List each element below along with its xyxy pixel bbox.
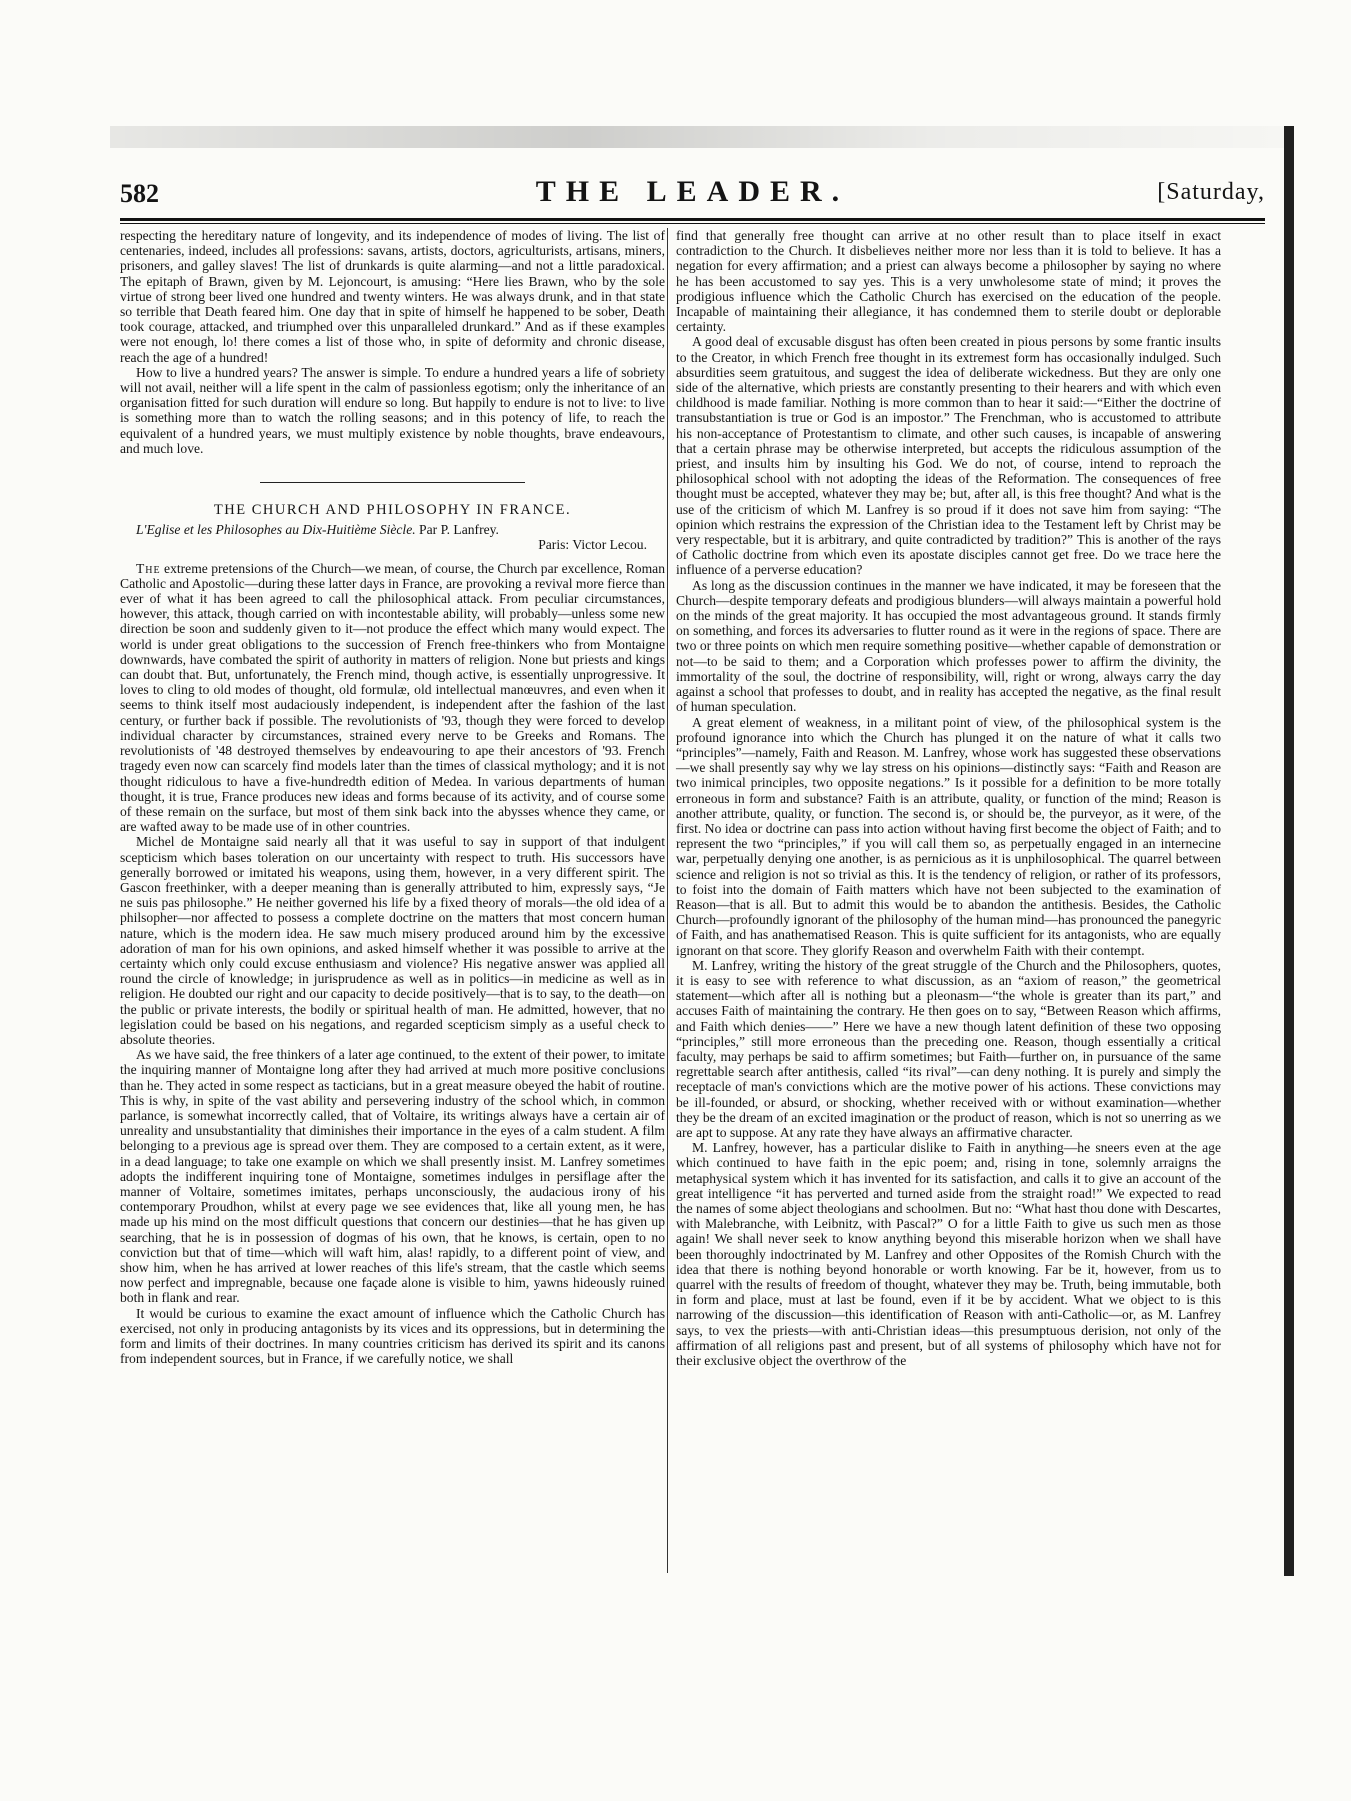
scan-smudge bbox=[110, 126, 1290, 148]
page-header bbox=[120, 173, 1265, 213]
article-byline bbox=[120, 522, 665, 537]
binding-strip bbox=[1284, 126, 1294, 1576]
article-paragraph: A great element of weakness, in a militant point of view, of the philosophical system is the profound ignorance into which the Church has plunged it on the nature of what it calls two “principles”—namely, Faith and Reason. M. Lanfrey, whose work has suggested these observations—we shall presently say why we lay stress on his opinions—distinctly says: “Faith and Reason are two inimical principles, two opposite negations.” Is it possible for a definition to be more totally erroneous in form and substance? Faith is an attribute, quality, or function of the mind; Reason is another attribute, quality, or function. The second is, or should be, the purveyor, as it were, of the first. No idea or doctrine can pass into action without having first become the object of Faith; and to represent the two “principles,” if you will call them so, as perpetually engaged in an internecine war, perpetually denying one another, is as pernicious as it is unphilosophical. The quarrel between science and religion is not so trivial as this. It is the tendency of religion, or rather of its professors, to foist into the domain of Faith matters which have not been subjected to the examination of Reason—that is all. But to admit this would be to abandon the antithesis. Besides, the Catholic Church—profoundly ignorant of the philosophy of the human mind—has pronounced the panegyric of Faith, and has anathematised Reason. This is quite sufficient for its antagonists, who are equally ignorant on that score. They glorify Reason and overwhelm Faith with their contempt. bbox=[676, 714, 1221, 958]
book-author: Par P. Lanfrey. bbox=[419, 522, 499, 538]
intro-paragraph: respecting the hereditary nature of longevity, and its independence of modes of living. The list of centenaries, indeed, includes all professions: savans, artists, doctors, agriculturists, artisans, miners, prisoners, and galley slaves! The list of drunkards is quite alarming—and not a little paradoxical. The epitaph of Brawn, given by M. Lejoncourt, is amusing: “Here lies Brawn, who by the sole virtue of strong beer lived one hundred and twenty winters. He was always drunk, and in that state so terrible that Death feared him. One day that in spite of himself he happened to be sober, Death took courage, attacked, and triumphed over this unparalleled drunkard.” And as if these examples were not enough, lo! there comes a list of those who, in spite of deformity and chronic disease, reach the age of a hundred! bbox=[120, 228, 665, 365]
article-paragraph: As we have said, the free thinkers of a later age continued, to the extent of their power, to imitate the inquiring manner of Montaigne long after they had arrived at much more positive conclusions than he. They acted in some respect as tacticians, but in a great measure obeyed the habit of routine. This is why, in spite of the vast ability and persevering industry of the school which, in common parlance, is somewhat incorrectly called, that of Voltaire, its writings always have a certain air of unreality and unsubstantiality that diminishes their importance in the eyes of a calm student. A film belonging to a previous age is spread over them. They are composed to a certain extent, as it were, in a dead language; to take one example on which we shall presently insist. M. Lanfrey sometimes adopts the indifferent inquiring tone of Montaigne, sometimes indulges in persiflage after the manner of Voltaire, sometimes imitates, perhaps unconsciously, the audacious irony of his contemporary Proudhon, whilst at every page we see evidences that, like all young men, he has made up his mind on the most difficult questions that concern our destinies—that he has given up searching, that he is in possession of dogmas of his own, that he knows, is certain, open to no conviction but that of time—which will waft him, alas! rapidly, to a different point of view, and show him, when he has arrived at lower reaches of this life's stream, that the castle which seems now perfect and impregnable, because one façade alone is visible to him, yawns hideously ruined both in flank and rear. bbox=[120, 1047, 665, 1306]
article-paragraph: As long as the discussion continues in the manner we have indicated, it may be foreseen that the Church—despite temporary defeats and prodigious blunders—will always maintain a powerful hold on the minds of the great majority. It has occupied the most advantageous ground. It stands firmly on something, and forces its adversaries to flutter round as it were in the regions of space. There are two or three points on which men require something positive—whether capable of demonstration or not—to be said to them; and a Corporation which professes power to affirm the divinity, the immortality of the soul, the doctrine of responsibility, will, right or wrong, always carry the day against a school that professes to doubt, and in reality has accepted the negative, as the final result of human speculation. bbox=[676, 577, 1221, 715]
article-paragraph: Michel de Montaigne said nearly all that it was useful to say in support of that indulgent scepticism which bases toleration on our uncertainty with respect to truth. His successors have generally borrowed or imitated his weapons, using them, however, in a very different spirit. The Gascon freethinker, with a deeper meaning than is generally attributed to him, expressly says, “Je ne suis pas philosophe.” He neither governed his life by a fixed theory of morals—the old idea of a philsopher—nor affected to possess a complete doctrine on the matters that most concern human nature, which is the modern idea. He saw much misery produced around him by the excessive adoration of man for his own opinions, and asked himself whether it was possible to arrive at the certainty which only could excuse enthusiasm and violence? His negative answer was applied all round the circle of knowledge; in jurisprudence as well as in politics—in medicine as well as in religion. He doubted our right and our capacity to decide positively—that is to say, to the death—on the public or private interests, the bodily or spiritual health of man. He admitted, however, that no legislation could be based on his negations, and regarded scepticism simply as a useful check to absolute theories. bbox=[120, 834, 665, 1047]
article-title: THE CHURCH AND PHILOSOPHY IN FRANCE. bbox=[213, 502, 572, 519]
column-divider bbox=[667, 228, 668, 1573]
book-publisher: Paris: Victor Lecou. bbox=[538, 537, 647, 553]
page-number: 582 bbox=[120, 179, 159, 208]
right-column bbox=[676, 228, 1221, 1368]
article-paragraph: A good deal of excusable disgust has often been created in pious persons by some frantic insults to the Creator, in which French free thought in its extremest form has occasionally indulged. Such absurdities seem gratuitous, and suggest the idea of deliberate wickedness. But they are only one side of the alternative, which priests are constantly presenting to their hearers and with which even childhood is made familiar. Nothing is more common than to hear it said:—“Either the doctrine of transubstantiation is true or God is an impostor.” The Frenchman, who is accustomed to attribute his non-acceptance of Protestantism to climate, and other such causes, is incapable of answering that a certain phrase may be otherwise interpreted, but accepts the ridiculous assumption of the priest, and insults him by insulting his God. We do not, of course, intend to reproach the philosophical school with not adopting the ideas of the Reformation. The consequences of free thought must be accepted, whatever they may be; but, after all, is this free thought? And what is the use of the criticism of which M. Lanfrey is so proud if it does not save him from saying: “The opinion which restrains the expression of the Christian idea to the Testament left by Christ may be very respectable, but it is arbitrary, and quite contradicted by tradition?” This is another of the rays of Catholic doctrine from which even its apostate disciples cannot get free. Do we trace here the influence of a perverse education? bbox=[676, 334, 1221, 578]
intro-paragraph: How to live a hundred years? The answer is simple. To endure a hundred years a life of sobriety will not avail, neither will a life spent in the calm of passionless egotism; only the inheritance of an organisation fitted for such duration will endure so long. But happily to endure is not to live: to live is something more than to watch the rolling seasons; and in this potency of life, to reach the equivalent of a hundred years, we must multiply existence by noble thoughts, brave endeavours, and much love. bbox=[120, 364, 665, 456]
lead-text: extreme pretensions of the Church—we mean, of course, the Church par excellence, Roman Catholic and Apostolic—during these latter days in France, are provoking a revival more fierce than ever of what it has been agreed to call the philosophical attack. From peculiar circumstances, however, this attack, though carried on with incontestable ability, will probably—unless some new direction be soon and suddenly given to it—not produce the effect which many would expect. The world is under great obligations to the succession of French free-thinkers who from Montaigne downwards, have combated the spirit of authority in matters of religion. None but priests and kings can doubt that. But, unfortunately, the French mind, though active, is essentially unprogressive. It loves to cling to old modes of thought, old formulæ, old intellectual manœuvres, and even when it seems to think itself most audaciously independent, is independent after the fashion of the last century, or further back if possible. The revolutionists of '93, though they were forced to develop individual character by circumstances, strained every nerve to be Greeks and Romans. The revolutionists of '48 destroyed themselves by endeavouring to ape their ancestors of '93. French tragedy even now can scarcely find models later than the times of classical mythology; and it is not thought ridiculous to have a five-hundredth edition of Medea. In various departments of human thought, it is true, France produces new ideas and forms because of its activity, and of course some of these remain on the surface, but most of them sink back into the abysses whence they came, or are wafted away to be made use of in other countries. bbox=[120, 560, 665, 835]
header-rule-thin bbox=[120, 223, 1265, 224]
issue-day: [Saturday, bbox=[1157, 179, 1265, 205]
left-column bbox=[120, 228, 665, 1366]
lead-word: The bbox=[136, 560, 161, 576]
section-divider bbox=[260, 482, 525, 483]
article-paragraph: M. Lanfrey, however, has a particular dislike to Faith in anything—he sneers even at the age which continued to have faith in the epic poem; and, rising in tone, solemnly arraigns the metaphysical system which it has invented for its satisfaction, and calls it to give an account of the great intelligence “it has perverted and turned aside from the straight road!” We expected to read the names of some abject theologians and schoolmen. But no: “What hast thou done with Descartes, with Malebranche, with Leibnitz, with Pascal?” O for a little Faith to give us such men as those again! We shall never seek to know anything beyond this miserable horizon when we shall have been thoroughly indoctrinated by M. Lanfrey and other Opposites of the Romish Church with the idea that there is nothing beyond honorable or worth knowing. Far be it, however, from us to quarrel with the results of freedom of thought, whatever they may be. Truth, being immutable, both in form and place, must at last be found, even if it be by accident. What we object to is this narrowing of the discussion—this identification of Reason with anti-Catholic—or, as M. Lanfrey says, to vex the priests—with anti-Christian ideas—this presumptuous derision, not only of the affirmation of all religions past and present, but of all systems of philosophy which have not for their exclusive object the overthrow of the bbox=[676, 1140, 1221, 1369]
article-paragraph: M. Lanfrey, writing the history of the great struggle of the Church and the Philosophers, quotes, it is easy to see with reference to what discussion, as an “axiom of reason,” the geometrical statement—which after all is nothing but a pleonasm—“the whole is greater than its part,” and accuses Faith of maintaining the contrary. He then goes on to say, “Between Reason which affirms, and Faith which denies——” Here we have a new though latent definition of these two opposing “principles,” still more erroneous than the preceding one. Reason, though essentially a critical faculty, may perhaps be said to affirm sometimes; but Faith—further on, in pursuance of the same regrettable search after antithesis, called “its rival”—can deny nothing. It is purely and simply the receptacle of man's convictions which are the motive power of his actions. These convictions may be ill-founded, or absurd, or shocking, whether received with or without examination—whether they be the dream of an excited imagination or the product of reason, which is not so unerring as we are apt to suppose. At any rate they have always an affirmative character. bbox=[676, 957, 1221, 1140]
article-paragraph: find that generally free thought can arrive at no other result than to place itself in exact contradiction to the Church. It disbelieves neither more nor less than it is told to believe. It has a negation for every affirmation; and a priest can always become a philosopher by saying no where he has been accustomed to say yes. This is a very unwholesome state of mind; it proves the prodigious influence which the Catholic Church has exercised on the education of the people. Incapable of maintaining their allegiance, it has condemned them to sterile doubt or deplorable certainty. bbox=[676, 228, 1221, 335]
article-lead-paragraph bbox=[120, 561, 665, 835]
header-rule bbox=[120, 218, 1265, 221]
masthead: THE LEADER. bbox=[535, 175, 850, 208]
book-title: L'Eglise et les Philosophes au Dix-Huitième Siècle. bbox=[136, 522, 416, 538]
article-paragraph: It would be curious to examine the exact amount of influence which the Catholic Church has exercised, not only in producing antagonists by its vices and its oppressions, but in determining the form and limits of their doctrines. In many countries criticism has derived its spirit and its canons from independent sources, but in France, if we carefully notice, we shall bbox=[120, 1305, 665, 1367]
